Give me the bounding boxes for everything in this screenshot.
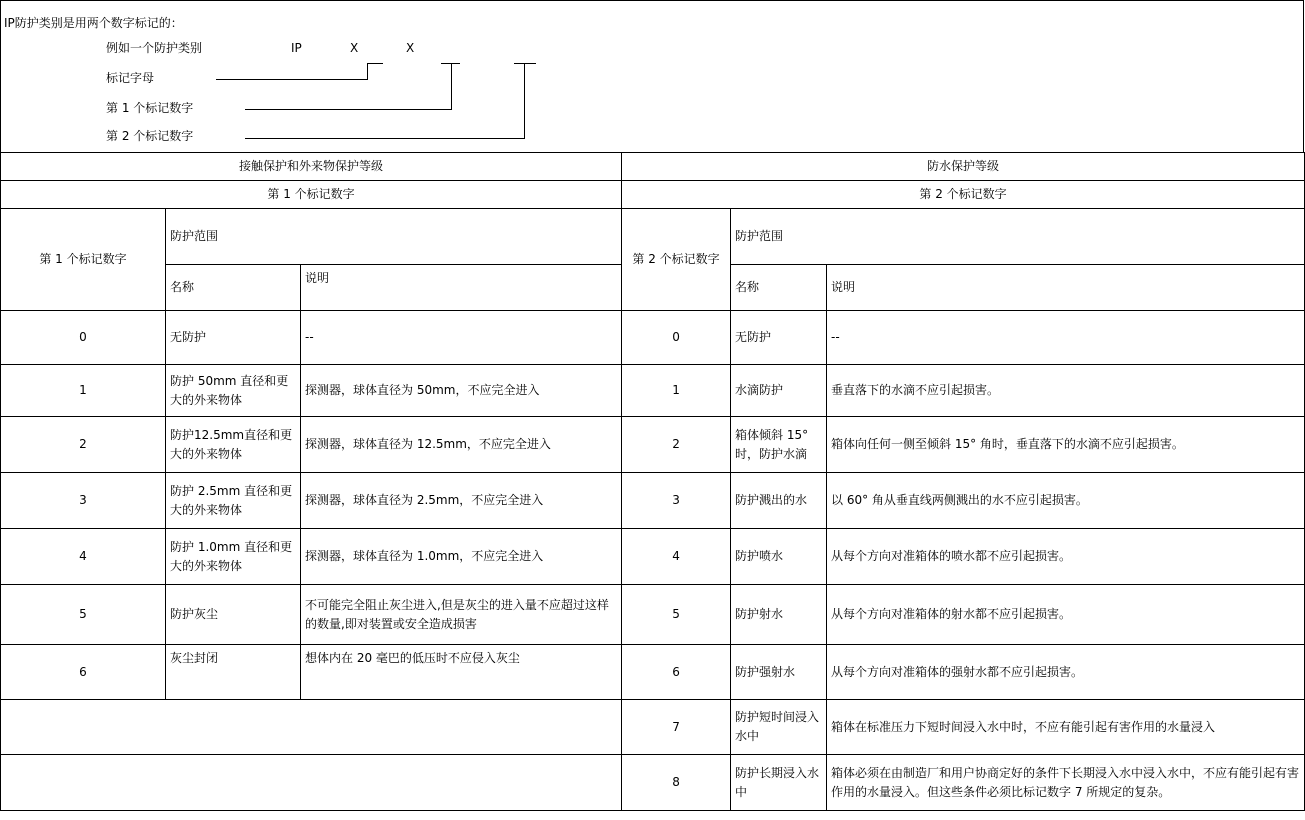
right-col-name: 名称 bbox=[731, 265, 827, 311]
left-row-desc: 想体内在 20 毫巴的低压时不应侵入灰尘 bbox=[301, 645, 622, 700]
right-col-desc: 说明 bbox=[827, 265, 1305, 311]
right-section-title: 防水保护等级 bbox=[622, 153, 1305, 181]
right-row-digit: 8 bbox=[622, 755, 731, 811]
right-row-desc: 从每个方向对准箱体的强射水都不应引起损害。 bbox=[827, 645, 1305, 700]
table-row bbox=[1, 645, 1305, 700]
digit1-label: 第 1 个标记数字 bbox=[106, 101, 194, 115]
table-row bbox=[1, 473, 1305, 529]
right-col-digit: 第 2 个标记数字 bbox=[622, 209, 731, 311]
table-row bbox=[1, 585, 1305, 645]
left-row-name: 无防护 bbox=[166, 311, 301, 365]
left-row-digit: 1 bbox=[1, 365, 166, 417]
left-row-digit: 2 bbox=[1, 417, 166, 473]
right-row-desc: 垂直落下的水滴不应引起损害。 bbox=[827, 365, 1305, 417]
intro-title: IP防护类别是用两个数字标记的： bbox=[4, 16, 183, 30]
ip-code-explanation bbox=[0, 0, 1304, 153]
left-row-digit: 5 bbox=[1, 585, 166, 645]
letter-leader-tick bbox=[367, 63, 383, 64]
digit1-leader-tick bbox=[441, 63, 460, 64]
digit2-leader-line bbox=[245, 138, 525, 139]
code-ip: IP bbox=[291, 41, 302, 55]
column-header-row bbox=[1, 209, 1305, 265]
code-x1: X bbox=[350, 41, 359, 55]
left-col-scope: 防护范围 bbox=[166, 209, 622, 265]
digit2-leader-tick bbox=[514, 63, 536, 64]
section-title-row bbox=[1, 153, 1305, 181]
right-row-digit: 5 bbox=[622, 585, 731, 645]
table-row bbox=[1, 311, 1305, 365]
code-x2: X bbox=[406, 41, 415, 55]
letter-leader-riser bbox=[367, 63, 368, 80]
right-row-name: 防护长期浸入水中 bbox=[731, 755, 827, 811]
section-subtitle-row bbox=[1, 181, 1305, 209]
table-row bbox=[1, 700, 1305, 755]
left-row-name: 防护 2.5mm 直径和更大的外来物体 bbox=[166, 473, 301, 529]
right-row-name: 箱体倾斜 15°时，防护水滴 bbox=[731, 417, 827, 473]
left-row-name: 防护 50mm 直径和更大的外来物体 bbox=[166, 365, 301, 417]
left-col-name: 名称 bbox=[166, 265, 301, 311]
right-row-name: 防护喷水 bbox=[731, 529, 827, 585]
left-row-desc: 探测器，球体直径为 1.0mm，不应完全进入 bbox=[301, 529, 622, 585]
left-row-desc: 不可能完全阻止灰尘进入,但是灰尘的进入量不应超过这样的数量,即对装置或安全造成损害 bbox=[301, 585, 622, 645]
digit1-leader-riser bbox=[451, 63, 452, 110]
right-section-subtitle: 第 2 个标记数字 bbox=[622, 181, 1305, 209]
right-row-digit: 3 bbox=[622, 473, 731, 529]
right-row-name: 防护强射水 bbox=[731, 645, 827, 700]
left-row-name: 灰尘封闭 bbox=[166, 645, 301, 700]
right-row-name: 防护短时间浸入水中 bbox=[731, 700, 827, 755]
left-row-digit: 6 bbox=[1, 645, 166, 700]
table-row bbox=[1, 529, 1305, 585]
right-row-desc: 箱体在标准压力下短时间浸入水中时，不应有能引起有害作用的水量浸入 bbox=[827, 700, 1305, 755]
right-row-digit: 1 bbox=[622, 365, 731, 417]
digit1-leader-line bbox=[245, 109, 452, 110]
right-row-digit: 7 bbox=[622, 700, 731, 755]
right-row-digit: 0 bbox=[622, 311, 731, 365]
left-row-desc: 探测器，球体直径为 12.5mm，不应完全进入 bbox=[301, 417, 622, 473]
example-label: 例如一个防护类别 bbox=[106, 41, 203, 55]
digit2-label: 第 2 个标记数字 bbox=[106, 129, 194, 143]
letter-leader-line bbox=[216, 79, 368, 80]
ip-rating-table bbox=[0, 152, 1305, 811]
left-col-desc: 说明 bbox=[301, 265, 622, 311]
right-row-name: 水滴防护 bbox=[731, 365, 827, 417]
table-row bbox=[1, 365, 1305, 417]
right-col-scope: 防护范围 bbox=[731, 209, 1305, 265]
left-row-digit: 0 bbox=[1, 311, 166, 365]
left-row-name: 防护 1.0mm 直径和更大的外来物体 bbox=[166, 529, 301, 585]
table-row bbox=[1, 755, 1305, 811]
left-empty-cell bbox=[1, 755, 622, 811]
right-row-desc: -- bbox=[827, 311, 1305, 365]
left-col-digit: 第 1 个标记数字 bbox=[1, 209, 166, 311]
letter-label: 标记字母 bbox=[106, 71, 155, 85]
left-section-title: 接触保护和外来物保护等级 bbox=[1, 153, 622, 181]
right-row-desc: 以 60° 角从垂直线两侧溅出的水不应引起损害。 bbox=[827, 473, 1305, 529]
left-empty-cell bbox=[1, 700, 622, 755]
left-row-name: 防护灰尘 bbox=[166, 585, 301, 645]
left-row-desc: 探测器，球体直径为 50mm，不应完全进入 bbox=[301, 365, 622, 417]
table-row bbox=[1, 417, 1305, 473]
right-row-digit: 2 bbox=[622, 417, 731, 473]
left-row-desc: -- bbox=[301, 311, 622, 365]
right-row-digit: 6 bbox=[622, 645, 731, 700]
left-row-desc: 探测器，球体直径为 2.5mm，不应完全进入 bbox=[301, 473, 622, 529]
right-row-desc: 箱体向任何一侧至倾斜 15° 角时，垂直落下的水滴不应引起损害。 bbox=[827, 417, 1305, 473]
left-row-digit: 3 bbox=[1, 473, 166, 529]
right-row-desc: 从每个方向对准箱体的射水都不应引起损害。 bbox=[827, 585, 1305, 645]
right-row-desc: 从每个方向对准箱体的喷水都不应引起损害。 bbox=[827, 529, 1305, 585]
left-row-name: 防护12.5mm直径和更大的外来物体 bbox=[166, 417, 301, 473]
right-row-name: 防护射水 bbox=[731, 585, 827, 645]
right-row-desc: 箱体必须在由制造厂和用户协商定好的条件下长期浸入水中浸入水中，不应有能引起有害作用的水量浸入。但这些条件必须比标记数字 7 所规定的复杂。 bbox=[827, 755, 1305, 811]
digit2-leader-riser bbox=[524, 63, 525, 139]
right-row-digit: 4 bbox=[622, 529, 731, 585]
right-row-name: 无防护 bbox=[731, 311, 827, 365]
right-row-name: 防护溅出的水 bbox=[731, 473, 827, 529]
left-row-digit: 4 bbox=[1, 529, 166, 585]
left-section-subtitle: 第 1 个标记数字 bbox=[1, 181, 622, 209]
